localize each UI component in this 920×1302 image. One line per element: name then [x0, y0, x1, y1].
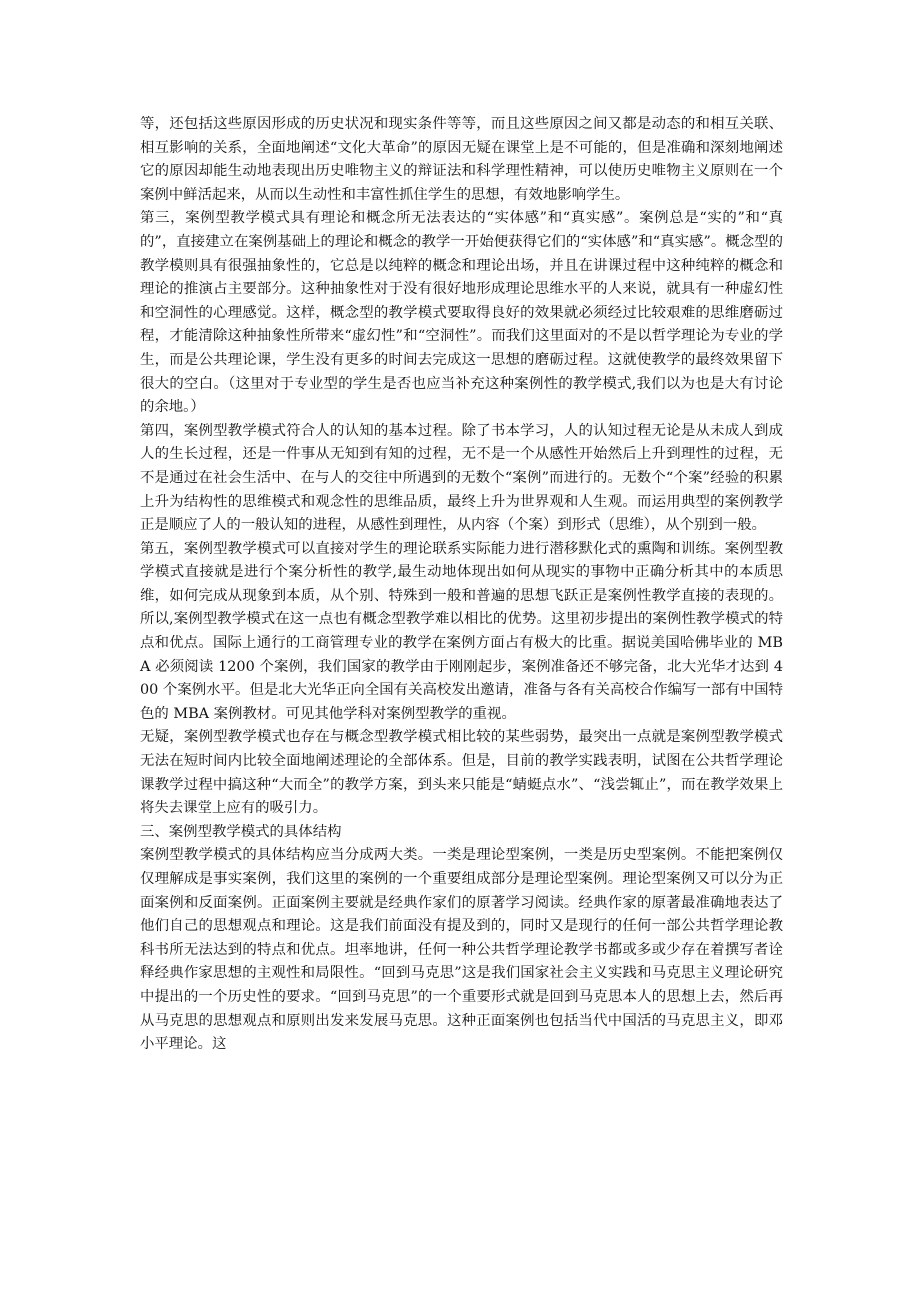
document-body	[140, 113, 783, 1057]
paragraph-structure: 案例型教学模式的具体结构应当分成两大类。一类是理论型案例，一类是历史型案例。不能把案例仅仅理解成是事实案例，我们这里的案例的一个重要组成部分是理论型案例。理论型案例又可以分为正面案例和反面案例。正面案例主要就是经典作家们的原著学习阅读。经典作家的原著最准确地表达了他们自己的思想观点和理论。这是我们前面没有提及到的，同时又是现行的任何一部公共哲学理论教科书所无法达到的特点和优点。坦率地讲，任何一种公共哲学理论教学书都或多或少存在着撰写者诠释经典作家思想的主观性和局限性。“回到马克思”这是我们国家社会主义实践和马克思主义理论研究中提出的一个历史性的要求。“回到马克思”的一个重要形式就是回到马克思本人的思想上去，然后再从马克思的思想观点和原则出发来发展马克思。这种正面案例也包括当代中国活的马克思主义，即邓小平理论。这	[140, 847, 783, 1053]
section-heading: 三、案例型教学模式的具体结构	[140, 823, 342, 840]
paragraph-continuation: 等，还包括这些原因形成的历史状况和现实条件等等，而且这些原因之间又都是动态的和相互关联、相互影响的关系，全面地阐述“文化大革命”的原因无疑在课堂上是不可能的，但是准确和深刻地阐述它的原因却能生动地表现出历史唯物主义的辩证法和科学理性精神，可以使历史唯物主义原则在一个案例中鲜活起来，从而以生动性和丰富性抓住学生的思想，有效地影响学生。	[140, 116, 783, 203]
paragraph-point-five: 第五，案例型教学模式可以直接对学生的理论联系实际能力进行潜移默化式的熏陶和训练。案例型教学模式直接就是进行个案分析性的教学,最生动地体现出如何从现实的事物中正确分析其中的本质思维，如何完成从现象到本质，从个别、特殊到一般和普遍的思想飞跃正是案例性教学直接的表现的。所以,案例型教学模式在这一点也有概念型教学难以相比的优势。这里初步提出的案例性教学模式的特点和优点。国际上通行的工商管理专业的教学在案例方面占有极大的比重。据说美国哈佛毕业的 MBA 必须阅读 1200 个案例，我们国家的教学由于刚刚起步，案例准备还不够完备，北大光华才达到 400 个案例水平。但是北大光华正向全国有关高校发出邀请，准备与各有关高校合作编写一部有中国特色的 MBA 案例教材。可见其他学科对案例型教学的重视。	[140, 540, 783, 722]
paragraph-point-three: 第三，案例型教学模式具有理论和概念所无法表达的“实体感”和“真实感”。案例总是“实的”和“真的”，直接建立在案例基础上的理论和概念的教学一开始便获得它们的“实体感”和“真实感”。概念型的教学模则具有很强抽象性的，它总是以纯粹的概念和理论出场，并且在讲课过程中这种纯粹的概念和理论的推演占主要部分。这种抽象性对于没有很好地形成理论思维水平的人来说，就具有一种虚幻性和空洞性的心理感觉。这样，概念型的教学模式要取得良好的效果就必须经过比较艰难的思维磨砺过程，才能清除这种抽象性所带来“虚幻性”和“空洞性”。而我们这里面对的不是以哲学理论为专业的学生，而是公共理论课，学生没有更多的时间去完成这一思想的磨砺过程。这就使教学的最终效果留下很大的空白。（这里对于专业型的学生是否也应当补充这种案例性的教学模式,我们以为也是大有讨论的余地。）	[140, 210, 783, 416]
paragraph-weakness: 无疑，案例型教学模式也存在与概念型教学模式相比较的某些弱势，最突出一点就是案例型教学模式无法在短时间内比较全面地阐述理论的全部体系。但是，目前的教学实践表明，试图在公共哲学理论课教学过程中搞这种“大而全”的教学方案，到头来只能是“蜻蜓点水”、“浅尝辄止”，而在教学效果上将失去课堂上应有的吸引力。	[140, 729, 783, 817]
paragraph-point-four: 第四，案例型教学模式符合人的认知的基本过程。除了书本学习，人的认知过程无论是从未成人到成人的生长过程，还是一件事从无知到有知的过程，无不是一个从感性开始然后上升到理性的过程，无不是通过在社会生活中、在与人的交往中所遇到的无数个“案例”而进行的。无数个“个案”经验的积累上升为结构性的思维模式和观念性的思维品质，最终上升为世界观和人生观。而运用典型的案例教学正是顺应了人的一般认知的进程，从感性到理性，从内容（个案）到形式（思维），从个别到一般。	[140, 422, 783, 534]
